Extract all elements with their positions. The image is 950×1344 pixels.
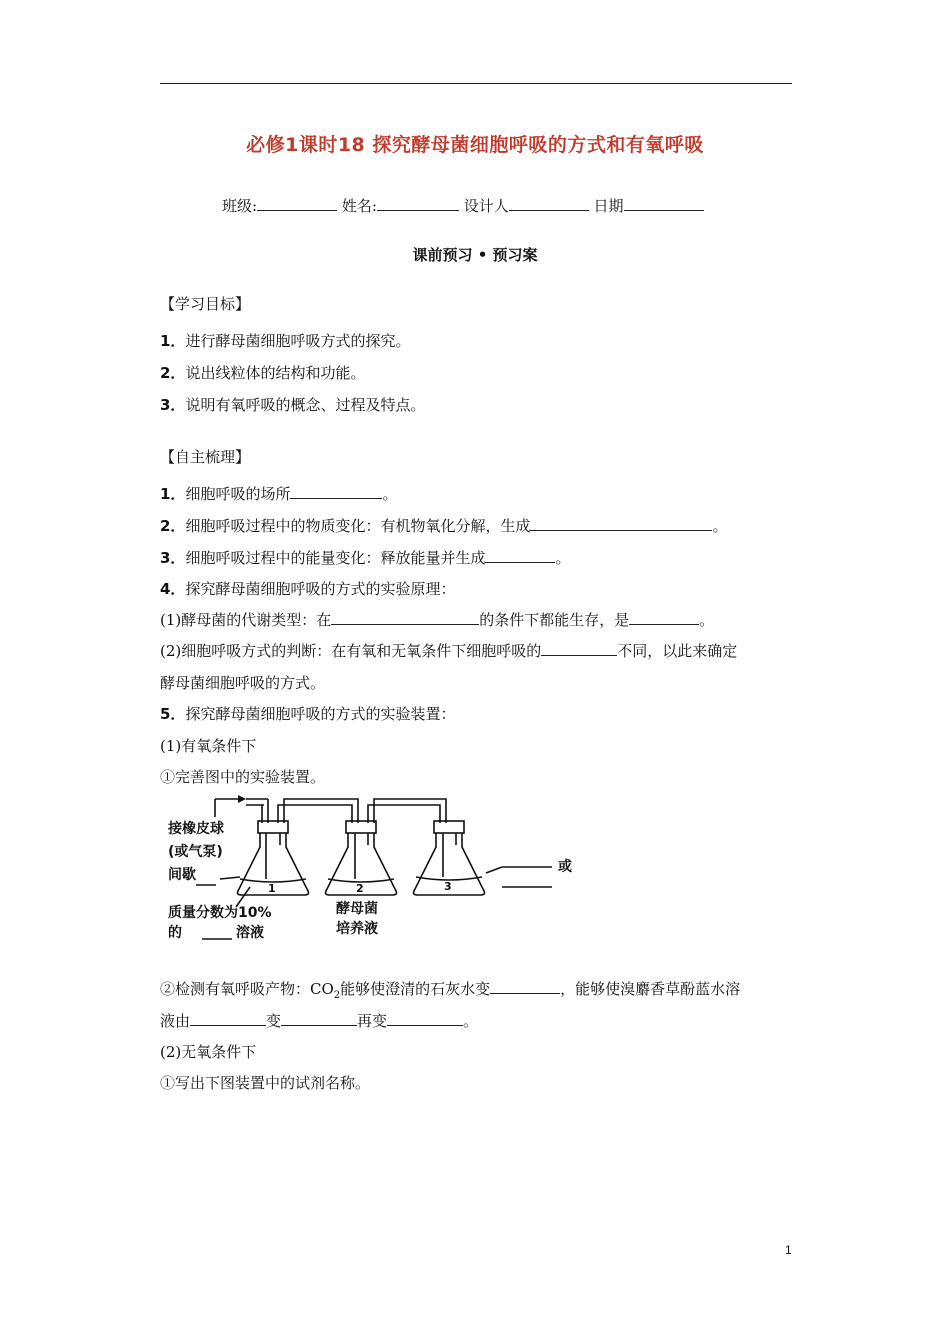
goal-item: 3．说明有氧呼吸的概念、过程及特点。: [160, 396, 426, 414]
answer-blank[interactable]: [190, 1010, 266, 1026]
name-field[interactable]: [377, 195, 459, 211]
arrow-icon: [238, 795, 246, 803]
goals-heading: 【学习目标】: [160, 295, 251, 313]
section-heading: 课前预习 • 预习案: [412, 246, 538, 264]
class-field[interactable]: [257, 195, 337, 211]
naoh-label-2: 的: [168, 925, 182, 941]
question-4-1: (1)酵母菌的代谢类型：在 的条件下都能生存，是 。: [160, 611, 715, 629]
yeast-label-2: 培养液: [336, 921, 378, 937]
answer-blank[interactable]: [281, 1010, 357, 1026]
flask-number-2: 2: [356, 882, 364, 895]
date-label: 日期: [593, 197, 624, 215]
question-4-2-cont: 酵母菌细胞呼吸的方式。: [160, 674, 326, 692]
answer-blank[interactable]: [485, 547, 555, 563]
flask-number-3: 3: [444, 880, 452, 893]
info-line: [222, 195, 704, 216]
question-5-1-a: ①完善图中的实验装置。: [160, 768, 326, 786]
question-3: 3．细胞呼吸过程中的能量变化：释放能量并生成 。: [160, 549, 571, 567]
name-label: 姓名:: [341, 197, 377, 215]
class-label: 班级:: [222, 197, 258, 215]
goal-item: 2．说出线粒体的结构和功能。: [160, 364, 366, 382]
header-rule: [160, 83, 792, 84]
answer-blank[interactable]: [490, 978, 560, 994]
page-title: 必修1课时18 探究酵母菌细胞呼吸的方式和有氧呼吸: [246, 134, 704, 156]
goal-item: 1．进行酵母菌细胞呼吸方式的探究。: [160, 332, 411, 350]
naoh-label-1: 质量分数为10%: [168, 905, 272, 921]
answer-blank[interactable]: [290, 483, 382, 499]
answer-blank[interactable]: [331, 609, 479, 625]
answer-blank[interactable]: [387, 1010, 463, 1026]
answer-blank[interactable]: [541, 640, 617, 656]
naoh-label-3: 溶液: [236, 925, 264, 941]
pump-label-1: 接橡皮球: [168, 821, 224, 837]
designer-label: 设计人: [463, 197, 509, 215]
page-number: 1: [785, 1243, 792, 1257]
pump-label-2: (或气泵): [168, 844, 223, 860]
designer-field[interactable]: [509, 195, 589, 211]
question-1: 1．细胞呼吸的场所 。: [160, 485, 398, 503]
question-2: 2．细胞呼吸过程中的物质变化：有机物氧化分解，生成 。: [160, 517, 728, 535]
question-5-1-b: ②检测有氧呼吸产物：$CO_2$能够使澄清的石灰水变 ，能够使溴麝香草酚蓝水溶: [160, 980, 741, 1001]
question-5: 5．探究酵母菌细胞呼吸的方式的实验装置：: [160, 705, 456, 723]
pump-label-3: 间歇: [168, 867, 196, 883]
flask-number-1: 1: [268, 882, 276, 895]
question-5-2-a: ①写出下图装置中的试剂名称。: [160, 1074, 371, 1092]
apparatus-figure: [160, 795, 590, 945]
answer-blank[interactable]: [629, 609, 699, 625]
date-field[interactable]: [624, 195, 704, 211]
yeast-label-1: 酵母菌: [336, 901, 378, 917]
question-4: 4．探究酵母菌细胞呼吸的方式的实验原理：: [160, 580, 456, 598]
question-5-1: (1)有氧条件下: [160, 737, 257, 755]
question-5-2: (2)无氧条件下: [160, 1043, 257, 1061]
answer-blank[interactable]: [530, 515, 712, 531]
review-heading: 【自主梳理】: [160, 448, 251, 466]
question-5-1-b-cont: 液由 变 再变 。: [160, 1012, 479, 1030]
or-label: 或: [558, 859, 572, 875]
question-4-2: (2)细胞呼吸方式的判断：在有氧和无氧条件下细胞呼吸的 不同，以此来确定: [160, 642, 738, 660]
